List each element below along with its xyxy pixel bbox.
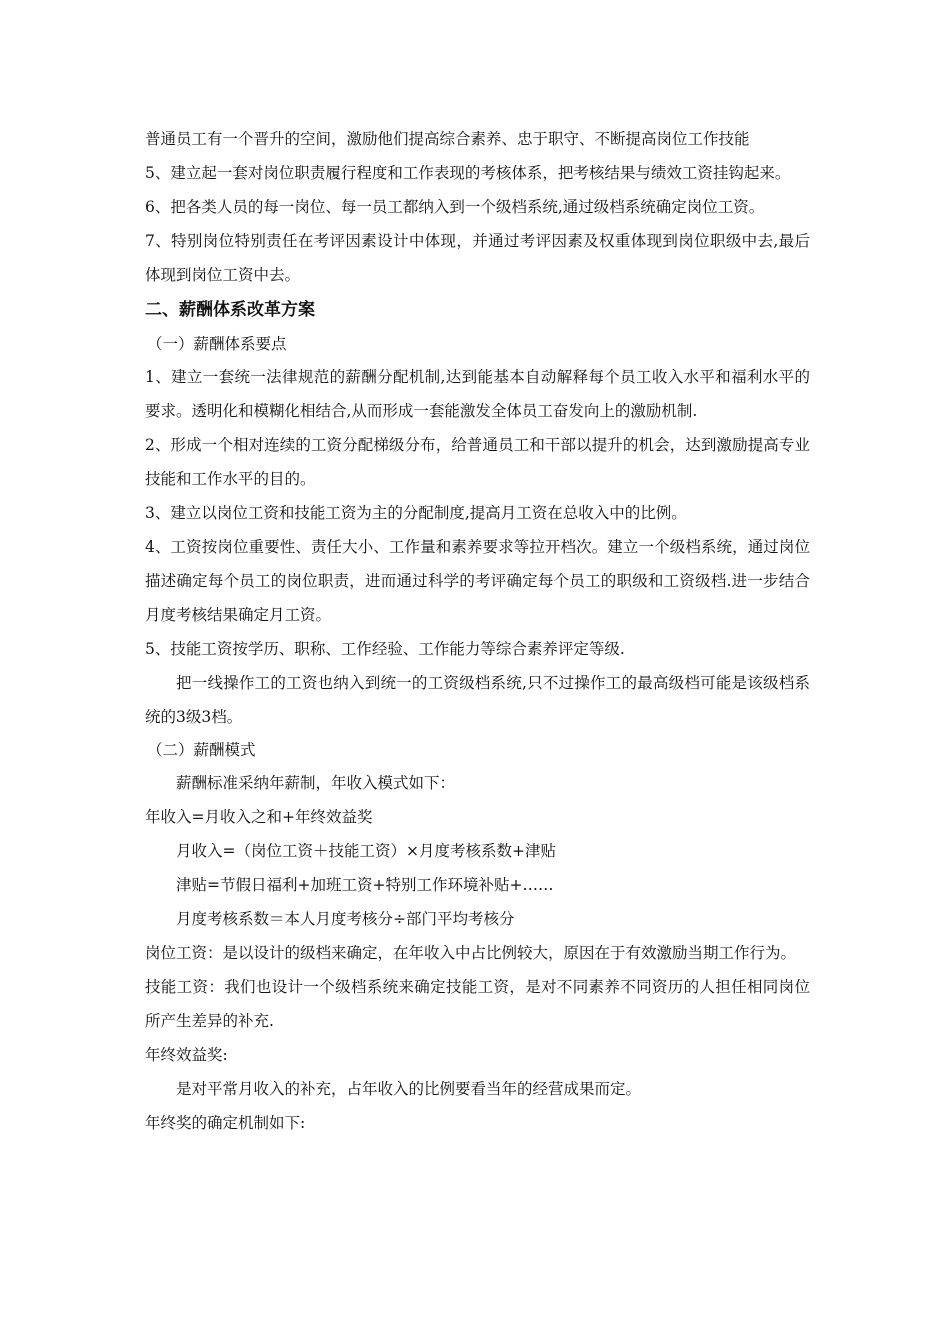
- paragraph: 岗位工资：是以设计的级档来确定，在年收入中占比例较大，原因在于有效激励当期工作行为。: [145, 944, 797, 962]
- paragraph: 普通员工有一个晋升的空间，激励他们提高综合素养、忠于职守、不断提高岗位工作技能: [145, 130, 750, 148]
- paragraph: 年终奖的确定机制如下:: [145, 1114, 306, 1132]
- paragraph: 薪酬标准采纳年薪制，年收入模式如下：: [176, 774, 456, 792]
- paragraph: 2、形成一个相对连续的工资分配梯级分布，给普通员工和干部以提升的机会，达到激励提高专业技能和工作水平的目的。: [145, 436, 810, 488]
- formula-line: 月收入=（岗位工资＋技能工资）×月度考核系数+津贴: [176, 842, 556, 860]
- paragraph: 年终效益奖:: [145, 1046, 228, 1064]
- subsection-heading: （一）薪酬体系要点: [147, 335, 287, 353]
- formula-line: 年收入=月收入之和+年终效益奖: [145, 808, 373, 826]
- paragraph: 是对平常月收入的补充，占年收入的比例要看当年的经营成果而定。: [176, 1080, 642, 1098]
- formula-line: 月度考核系数＝本人月度考核分÷部门平均考核分: [176, 910, 515, 928]
- formula-line: 津贴=节假日福利+加班工资+特别工作环境补贴+……: [176, 876, 554, 894]
- paragraph: 5、建立起一套对岗位职责履行程度和工作表现的考核体系，把考核结果与绩效工资挂钩起来。: [145, 164, 791, 182]
- paragraph: 6、把各类人员的每一岗位、每一员工都纳入到一个级档系统,通过级档系统确定岗位工资。: [145, 198, 765, 216]
- subsection-heading: （二）薪酬模式: [147, 741, 256, 759]
- paragraph: 7、特别岗位特别责任在考评因素设计中体现，并通过考评因素及权重体现到岗位职级中去,最后体现到岗位工资中去。: [145, 232, 810, 284]
- section-heading: 二、薪酬体系改革方案: [145, 300, 315, 320]
- document-page: [145, 122, 810, 1140]
- paragraph: 1、建立一套统一法律规范的薪酬分配机制,达到能基本自动解释每个员工收入水平和福利水平的要求。透明化和模糊化相结合,从而形成一套能激发全体员工奋发向上的激励机制.: [145, 368, 810, 420]
- paragraph: 技能工资：我们也设计一个级档系统来确定技能工资，是对不同素养不同资历的人担任相同岗位所产生差异的补充.: [145, 978, 810, 1030]
- paragraph: 3、建立以岗位工资和技能工资为主的分配制度,提高月工资在总收入中的比例。: [145, 504, 687, 522]
- paragraph: 5、技能工资按学历、职称、工作经验、工作能力等综合素养评定等级.: [145, 640, 625, 658]
- paragraph: 4、工资按岗位重要性、责任大小、工作量和素养要求等拉开档次。建立一个级档系统，通过岗位描述确定每个员工的岗位职责，进而通过科学的考评确定每个员工的职级和工资级档.进一步结合月度考核结果确定月工资。: [145, 538, 810, 624]
- paragraph: 把一线操作工的工资也纳入到统一的工资级档系统,只不过操作工的最高级档可能是该级档系统的3级3档。: [145, 674, 810, 726]
